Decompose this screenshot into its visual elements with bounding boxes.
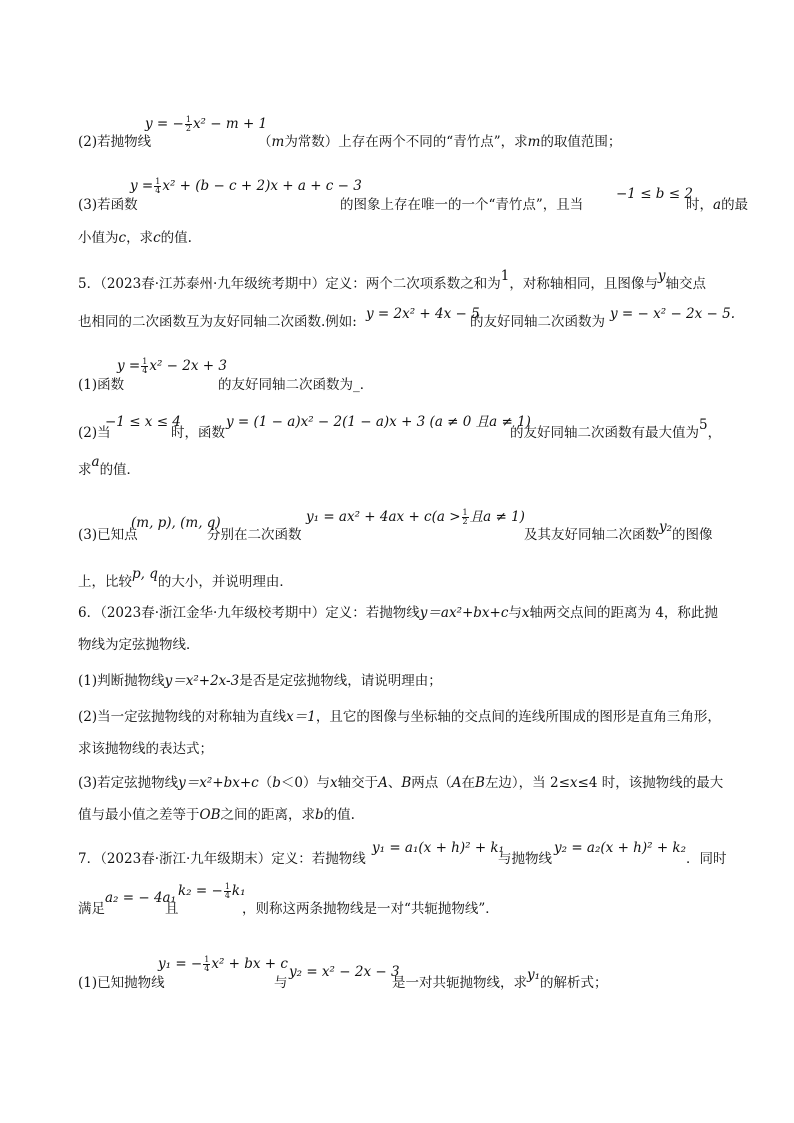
q6-s3-line2: 值与最小值之差等于OB之间的距离，求b的值. bbox=[78, 807, 355, 823]
q5-s2-text2: 的友好同轴二次函数有最大值为5， bbox=[510, 417, 722, 441]
p3-text: 的图象上存在唯一的一个“青竹点”，且当 bbox=[340, 197, 584, 213]
q5-s3-points: (m, p), (m, q) bbox=[131, 515, 221, 531]
q5-s2-label: (2)当 bbox=[78, 425, 111, 441]
fraction: $\frac{1}{4}$ bbox=[155, 177, 161, 195]
q7-s1-f2: y₂ = x² − 2x − 3 bbox=[289, 964, 400, 980]
q5-s3-line2: 上，比较p, q的大小，并说明理由． bbox=[78, 566, 293, 590]
q7-f1: y₁ = a₁(x + h)² + k₁ bbox=[372, 840, 505, 856]
q5-example1: y = 2x² + 4x − 5 bbox=[366, 306, 480, 322]
fraction: $\frac{1}{4}$ bbox=[224, 882, 230, 900]
q7-line1b: 与抛物线 bbox=[498, 851, 552, 867]
q5-s3-formula: y₁ = ax² + 4ax + c(a > $\frac{1}{2}$ 且a ≠ 1) bbox=[306, 508, 525, 526]
p3-label: (3)若函数 bbox=[78, 197, 138, 213]
q5-s2-line2: 求a的值． bbox=[78, 454, 141, 478]
q6-line2: 物线为定弦抛物线． bbox=[78, 637, 200, 653]
q5-line1: 5．（2023春·江苏泰州·九年级统考期中）定义：两个二次项系数之和为1，对称轴相同，且图像与y轴交点 bbox=[78, 268, 707, 292]
p2-formula: y = − $\frac{1}{2}$ x² − m + 1 bbox=[145, 115, 268, 133]
p3-line2: 小值为c，求c的值. bbox=[78, 230, 192, 246]
q5-s2-cond: −1 ≤ x ≤ 4 bbox=[105, 414, 181, 430]
q7-cond2: k₂ = − $\frac{1}{4}$ k₁ bbox=[178, 882, 246, 900]
q7-cond1: a₂ = − 4a₁ bbox=[105, 890, 177, 906]
q5-s1-formula: y = $\frac{1}{4}$ x² − 2x + 3 bbox=[117, 357, 227, 375]
q5-s2-formula: y = (1 − a)x² − 2(1 − a)x + 3 (a ≠ 0 且a ≠ 1) bbox=[226, 414, 531, 430]
p3-text-end: 时，a的最 bbox=[686, 197, 749, 213]
q7-line2: 满足 bbox=[78, 901, 105, 917]
fraction: $\frac{1}{4}$ bbox=[204, 955, 210, 973]
q7-line2c: ，则称这两条抛物线是一对“共轭抛物线”． bbox=[242, 901, 499, 917]
q5-s2-text: 时，函数 bbox=[171, 425, 225, 441]
fraction: $\frac{1}{4}$ bbox=[142, 357, 148, 375]
q6-s3: (3)若定弦抛物线y＝x²+bx+c（b＜0）与x轴交于A、B两点（A在B左边），当 2≤x≤4 时，该抛物线的最大 bbox=[78, 775, 724, 791]
q5-line2: 也相同的二次函数互为友好同轴二次函数.例如: bbox=[78, 314, 357, 330]
q7-s1-text: 是一对共轭抛物线，求y₁的解析式； bbox=[392, 967, 608, 991]
q5-s3-text: 分别在二次函数 bbox=[207, 527, 302, 543]
q5-s3-label: (3)已知点 bbox=[78, 527, 138, 543]
p2-line: (2)若抛物线 bbox=[78, 134, 152, 150]
q5-example2: y = − x² − 2x − 5. bbox=[610, 306, 736, 322]
p2-line-rest: （m为常数）上存在两个不同的“青竹点”，求m的取值范围； bbox=[258, 134, 622, 150]
q5-s3-text2: 及其友好同轴二次函数y₂的图像 bbox=[524, 519, 713, 543]
q5-s1-label: (1)函数 bbox=[78, 377, 125, 393]
q6-s1: (1)判断抛物线y＝x²+2x-3是否是定弦抛物线，请说明理由； bbox=[78, 673, 442, 689]
q5-line2b: 的友好同轴二次函数为 bbox=[470, 314, 605, 330]
q7-line1c: ．同时 bbox=[686, 851, 727, 867]
q6-s2-line2: 求该抛物线的表达式； bbox=[78, 741, 213, 757]
fraction: $\frac{1}{2}$ bbox=[462, 508, 468, 526]
q7-s1-formula: y₁ = − $\frac{1}{4}$ x² + bx + c bbox=[158, 955, 288, 973]
q6-s2: (2)当一定弦抛物线的对称轴为直线x＝1，且它的图像与坐标轴的交点间的连线所围成的图形是直角三角形， bbox=[78, 709, 721, 725]
q7-s1-and: 与 bbox=[274, 975, 288, 991]
q5-s1-text: 的友好同轴二次函数为_． bbox=[218, 377, 374, 393]
q7-line2b: 且 bbox=[165, 901, 179, 917]
p3-condition: −1 ≤ b ≤ 2 bbox=[616, 186, 693, 202]
q7-f2: y₂ = a₂(x + h)² + k₂ bbox=[554, 840, 687, 856]
q7-line1: 7．（2023春·浙江·九年级期末）定义：若抛物线 bbox=[78, 851, 366, 867]
q7-s1-label: (1)已知抛物线 bbox=[78, 975, 165, 991]
fraction: $\frac{1}{2}$ bbox=[185, 115, 191, 133]
q6-line1: 6．（2023春·浙江金华·九年级校考期中）定义：若抛物线y＝ax²+bx+c与x轴两交点间的距离为 4，称此抛 bbox=[78, 605, 718, 621]
p3-formula: y = $\frac{1}{4}$ x² + (b − c + 2)x + a + c − 3 bbox=[130, 177, 362, 195]
